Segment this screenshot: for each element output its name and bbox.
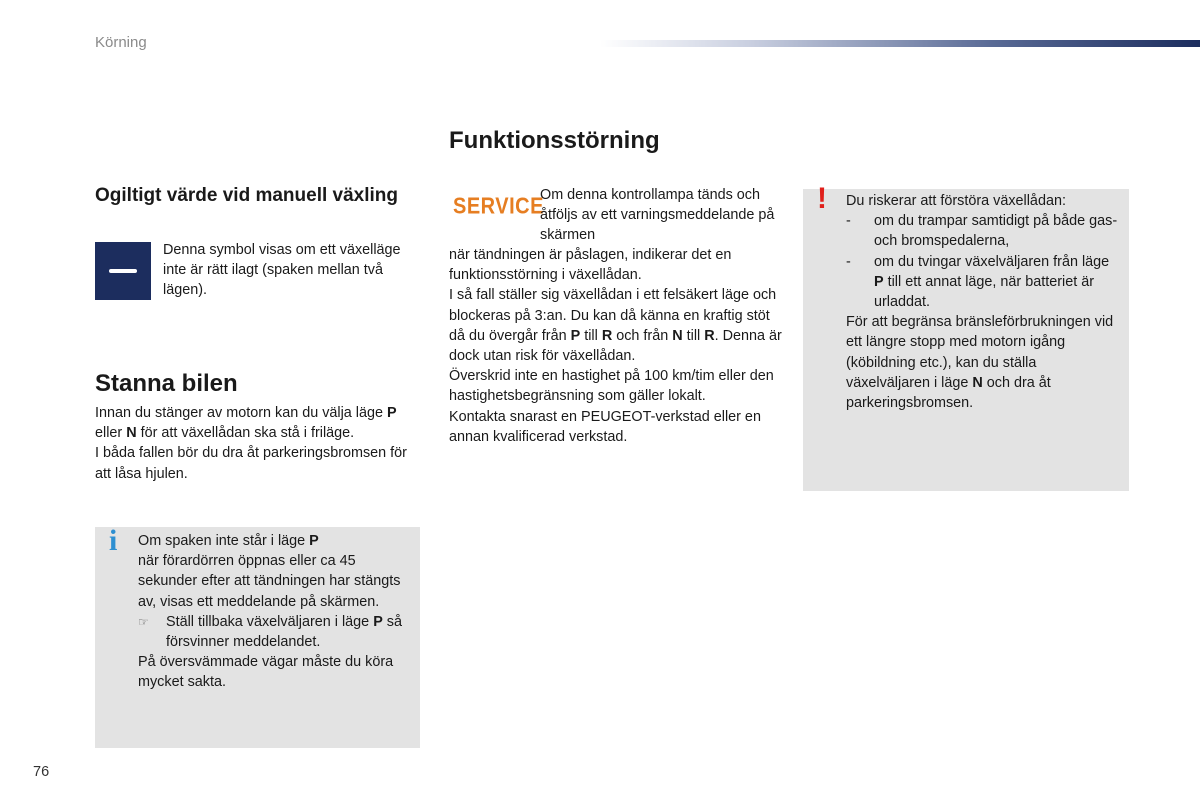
page-number: 76 xyxy=(33,764,50,780)
heading-stanna: Stanna bilen xyxy=(95,370,238,397)
gear-dash-icon xyxy=(95,242,151,300)
pointing-hand-icon: ☞ xyxy=(138,614,149,629)
stanna-text: Innan du stänger av motorn kan du välja läge P eller N för att växellådan ska stå i friläge. I båda fallen bör du dra åt parkeringsbromsen för att låsa hjulen. xyxy=(95,405,407,482)
info-box: i Om spaken inte står i läge P när förardörren öppnas eller ca 45 sekunder efter att tändningen har stängts av, visas ett meddelande på skärmen. ☞ Ställ tillbaka växelväljaren i läge P så försvinner meddelandet. På översvämmade vägar måste du köra mycket sakta. xyxy=(95,527,420,748)
section-label: Körning xyxy=(95,34,147,51)
funktion-text: när tändningen är påslagen, indikerar det en funktionsstörning i växellådan. I så fall ställer sig växellådan i ett felsäkert läge och blockeras på 3:an. Du kan då känna en kraftig stöt då du övergår från P till R och från N till R. Denna är dock utan risk för växellådan. Överskrid inte en hastighet på 100 km/tim eller den hastighetsbegränsning som gäller lokalt. Kontakta snarast en PEUGEOT-verkstad eller en annan kvalificerad verkstad. xyxy=(449,247,782,445)
funktion-intro: Om denna kontrollampa tänds och åtföljs av ett varningsmeddelande på skärmen xyxy=(540,187,775,244)
header-gradient-bar xyxy=(600,40,1200,47)
warning-box: ! Du riskerar att förstöra växellådan: - om du trampar samtidigt på både gas- och bromspedalerna, - om du tvingar växelväljaren från läge P till ett annat läge, när batteriet är urladdat. För att begränsa bränsleförbrukningen vid ett längre stopp med motorn igång (köbildning etc.), kan du ställa växelväljaren i läge N och dra åt parkeringsbromsen. xyxy=(803,189,1129,491)
ogiltigt-text: Denna symbol visas om ett växelläge inte är rätt ilagt (spaken mellan två lägen). xyxy=(163,242,401,299)
heading-ogiltigt: Ogiltigt värde vid manuell växling xyxy=(95,185,399,206)
info-icon: i xyxy=(109,524,118,557)
warning-icon: ! xyxy=(817,182,827,215)
heading-funktion: Funktionsstörning xyxy=(449,127,660,154)
service-warning-icon: SERVICE xyxy=(453,194,544,220)
